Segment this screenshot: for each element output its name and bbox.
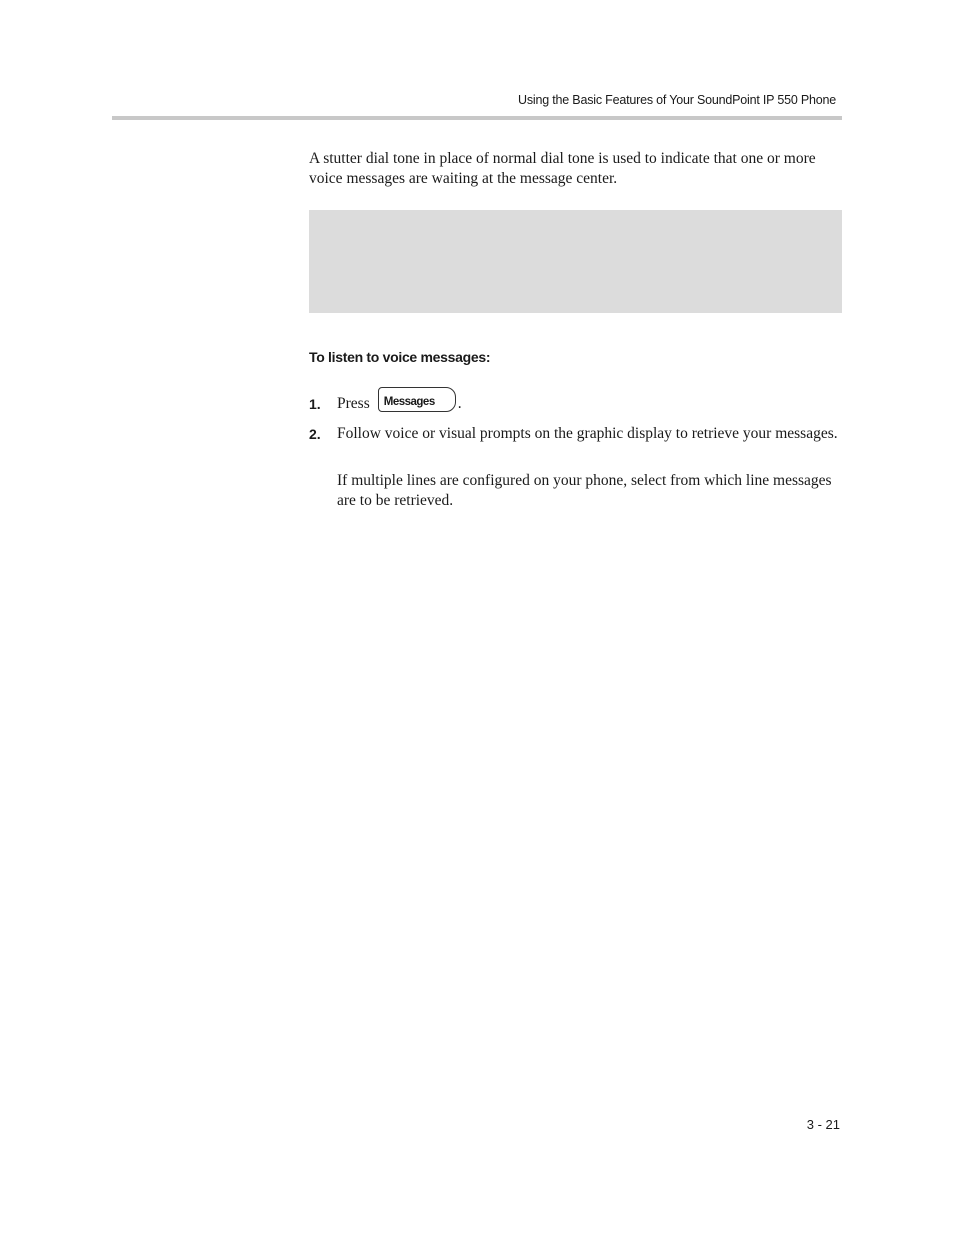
step-number: 1. (309, 396, 321, 412)
header-rule (112, 116, 842, 120)
intro-paragraph: A stutter dial tone in place of normal dial tone is used to indicate that one or more voice messages are waiting at the message center. (309, 150, 816, 187)
step-number: 2. (309, 426, 321, 442)
step-body (337, 394, 842, 419)
step-body: Follow voice or visual prompts on the graphic display to retrieve your messages. (337, 425, 838, 442)
note-box (309, 210, 842, 313)
messages-key-icon (378, 387, 456, 412)
running-header: Using the Basic Features of Your SoundPoint IP 550 Phone (518, 93, 836, 107)
step-text-after: . (457, 395, 462, 412)
procedure-heading: To listen to voice messages: (309, 349, 491, 365)
step-text-before: Press (337, 395, 370, 412)
page-number: 3 - 21 (806, 1117, 840, 1132)
step-2-note: If multiple lines are configured on your phone, select from which line messages are to be retrieved. (337, 472, 832, 509)
messages-key-label: Messages (383, 396, 435, 408)
